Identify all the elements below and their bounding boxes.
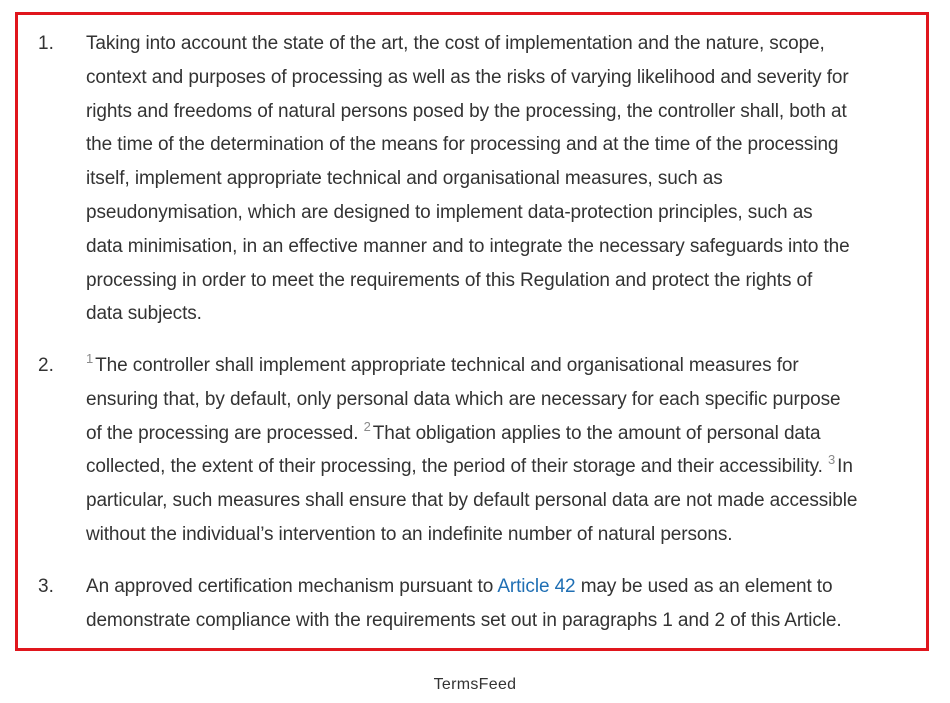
text-line: Taking into account the state of the art, the cost of implementation and the nature, scope, bbox=[86, 33, 825, 54]
text-segment: In bbox=[837, 456, 853, 478]
text-line bbox=[86, 349, 916, 383]
text-segment: An approved certification mechanism pursuant to bbox=[86, 576, 498, 597]
text-line bbox=[86, 450, 916, 484]
sentence-number: 2 bbox=[363, 418, 371, 434]
text-line: data minimisation, in an effective manner and to integrate the necessary safeguards into the bbox=[86, 235, 850, 257]
text-line: pseudonymisation, which are designed to implement data-protection principles, such as bbox=[86, 201, 813, 223]
sentence-number: 3 bbox=[828, 452, 836, 468]
text-line: rights and freedoms of natural persons posed by the processing, the controller shall, both at bbox=[86, 100, 847, 122]
text-line: ensuring that, by default, only personal data which are necessary for each specific purpose bbox=[86, 388, 841, 410]
paragraph-number: 1. bbox=[38, 33, 54, 54]
text-line: itself, implement appropriate technical and organisational measures, such as bbox=[86, 168, 723, 190]
text-line: processing in order to meet the requirements of this Regulation and protect the rights of bbox=[86, 269, 813, 291]
text-segment: That obligation applies to the amount of personal data bbox=[372, 422, 821, 444]
text-segment: collected, the extent of their processing, the period of their storage and their accessibility. bbox=[86, 456, 829, 478]
text-segment: may be used as an element to bbox=[575, 576, 833, 597]
text-line: demonstrate compliance with the requirements set out in paragraphs 1 and 2 of this Article. bbox=[86, 609, 842, 631]
paragraph-number: 2. bbox=[38, 355, 54, 376]
text-line bbox=[86, 417, 916, 451]
text-line: particular, such measures shall ensure that by default personal data are not made accessible bbox=[86, 490, 858, 512]
paragraph-text bbox=[86, 570, 916, 638]
highlight-frame bbox=[15, 12, 929, 651]
paragraph-text bbox=[86, 27, 916, 331]
text-segment: of the processing are processed. bbox=[86, 422, 364, 444]
text-line bbox=[86, 570, 916, 604]
footer-brand: TermsFeed bbox=[433, 676, 517, 693]
paragraph-number: 3. bbox=[38, 576, 54, 597]
text-line: data subjects. bbox=[86, 303, 202, 325]
text-line: the time of the determination of the means for processing and at the time of the processing bbox=[86, 134, 839, 156]
article-42-link[interactable]: Article 42 bbox=[497, 576, 576, 597]
paragraph-text bbox=[86, 349, 916, 552]
text-line: without the individual’s intervention to an indefinite number of natural persons. bbox=[86, 523, 733, 545]
text-line: context and purposes of processing as well as the risks of varying likelihood and severity for bbox=[86, 66, 849, 88]
text-segment: The controller shall implement appropriate technical and organisational measures for bbox=[95, 355, 799, 376]
sentence-number: 1 bbox=[86, 351, 94, 366]
